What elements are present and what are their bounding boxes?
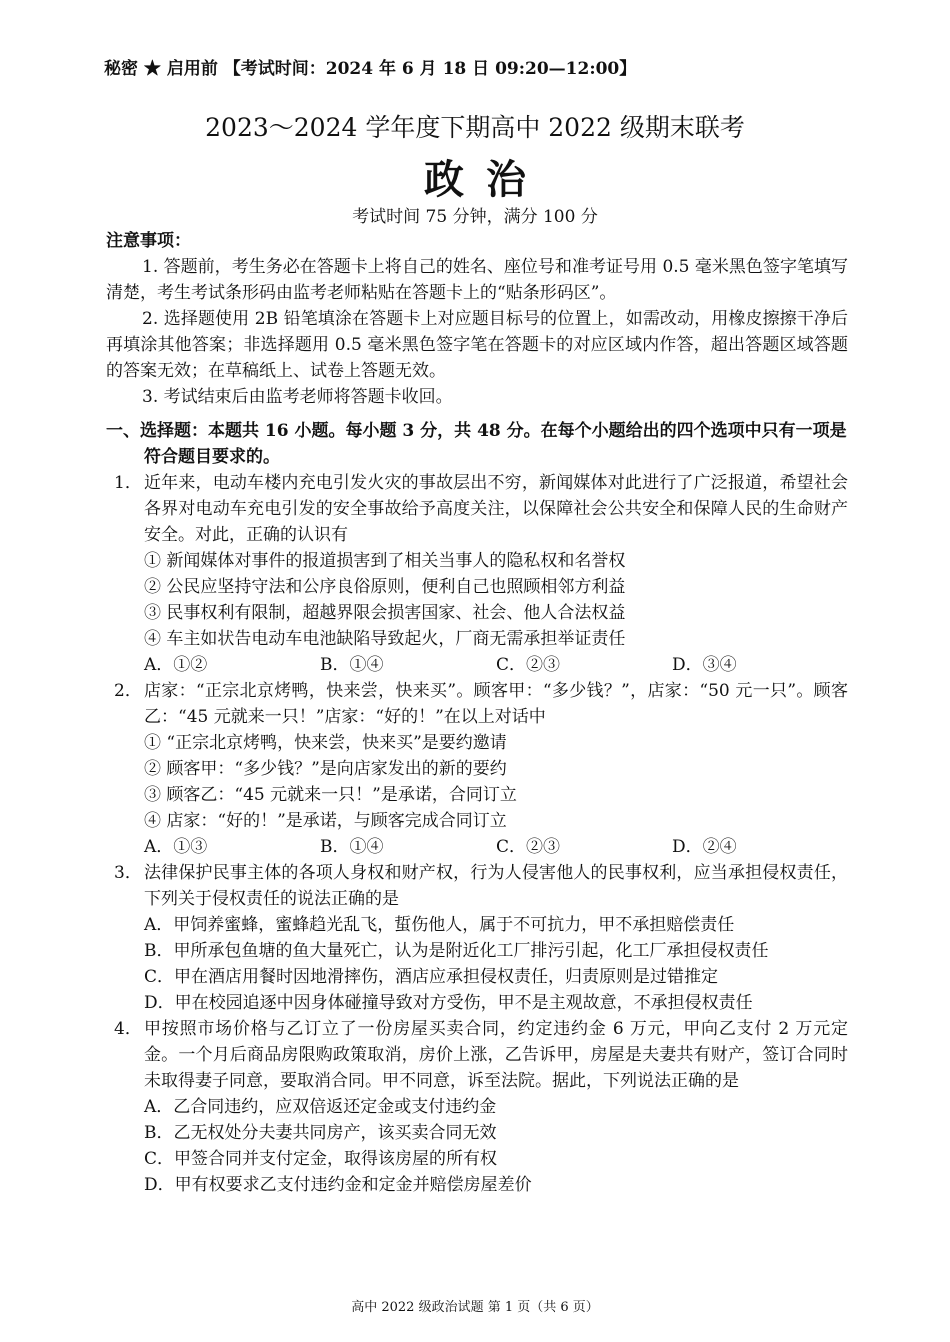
page-footer: 高中 2022 级政治试题 第 1 页（共 6 页） [351, 1300, 599, 1315]
question-number: 3． [114, 863, 142, 883]
statement: ① “正宗北京烤鸭，快来尝，快来买”是要约邀请 [144, 733, 507, 753]
choice-c: C．②③ [496, 837, 561, 857]
notice-item: 2. 选择题使用 2B 铅笔填涂在答题卡上对应题目标号的位置上，如需改动，用橡皮擦擦干净后再填涂其他答案；非选择题用 0.5 毫米黑色签字笔在答题卡的对应区域内作答，超出答题区域答题的答案无效；在草稿纸上、试卷上答题无效。 [106, 309, 848, 381]
option-b: B．乙无权处分夫妻共同房产，该买卖合同无效 [144, 1123, 497, 1143]
confidential-header: 秘密 ★ 启用前 【考试时间：2024 年 6 月 18 日 09:20—12:00】 [104, 59, 637, 79]
question-number: 4． [114, 1019, 142, 1039]
option-c: C．甲签合同并支付定金，取得该房屋的所有权 [144, 1149, 498, 1169]
option-a: A．甲饲养蜜蜂，蜜蜂趋光乱飞，蜇伤他人，属于不可抗力，甲不承担赔偿责任 [144, 915, 735, 935]
statement: ③ 顾客乙：“45 元就来一只！”是承诺，合同订立 [144, 785, 517, 805]
notice-item: 1. 答题前，考生务必在答题卡上将自己的姓名、座位号和准考证号用 0.5 毫米黑色签字笔填写清楚，考生考试条形码由监考老师粘贴在答题卡上的“贴条形码区”。 [106, 257, 848, 303]
question-stem: 甲按照市场价格与乙订立了一份房屋买卖合同，约定违约金 6 万元，甲向乙支付 2 万元定金。一个月后商品房限购政策取消，房价上涨，乙告诉甲，房屋是夫妻共有财产，签订合同时未取得妻子同意，要取消合同。甲不同意，诉至法院。据此，下列说法正确的是 [144, 1019, 848, 1091]
subject-title: 政治 [424, 156, 548, 203]
notice-heading: 注意事项： [106, 231, 191, 251]
statement: ③ 民事权利有限制，超越界限会损害国家、社会、他人合法权益 [144, 603, 626, 623]
section-heading: 一、选择题：本题共 16 小题。每小题 3 分，共 48 分。在每个小题给出的四个选项中只有一项是符合题目要求的。 [106, 421, 847, 467]
question-number: 1． [114, 473, 142, 493]
option-c: C．甲在酒店用餐时因地滑摔伤，酒店应承担侵权责任，归责原则是过错推定 [144, 967, 719, 987]
statement: ② 公民应坚持守法和公序良俗原则，便利自己也照顾相邻方利益 [144, 577, 626, 597]
statement: ② 顾客甲：“多少钱？”是向店家发出的新的要约 [144, 759, 507, 779]
choice-d: D．②④ [672, 837, 737, 857]
statement: ① 新闻媒体对事件的报道损害到了相关当事人的隐私权和名誉权 [144, 551, 626, 571]
choice-a: A．①② [144, 655, 208, 675]
choice-a: A．①③ [144, 837, 208, 857]
choice-b: B．①④ [320, 837, 384, 857]
choices-row [144, 834, 848, 860]
statement: ④ 车主如状告电动车电池缺陷导致起火，厂商无需承担举证责任 [144, 629, 626, 649]
choice-c: C．②③ [496, 655, 561, 675]
option-b: B．甲所承包鱼塘的鱼大量死亡，认为是附近化工厂排污引起，化工厂承担侵权责任 [144, 941, 769, 961]
choice-d: D．③④ [672, 655, 737, 675]
question-stem: 店家：“正宗北京烤鸭，快来尝，快来买”。顾客甲：“多少钱？”，店家：“50 元一只”。顾客乙：“45 元就来一只！”店家：“好的！”在以上对话中 [144, 681, 848, 727]
notice-item: 3. 考试结束后由监考老师将答题卡收回。 [142, 387, 453, 407]
notice-block [106, 228, 848, 1198]
statement: ④ 店家：“好的！”是承诺，与顾客完成合同订立 [144, 811, 507, 831]
option-d: D．甲有权要求乙支付违约金和定金并赔偿房屋差价 [144, 1175, 532, 1195]
question-1 [106, 470, 848, 678]
option-a: A．乙合同违约，应双倍返还定金或支付违约金 [144, 1097, 497, 1117]
exam-title: 2023～2024 学年度下期高中 2022 级期末联考 [205, 113, 745, 142]
choices-row [144, 652, 848, 678]
question-3 [106, 860, 848, 1016]
exam-duration-score: 考试时间 75 分钟，满分 100 分 [352, 207, 598, 227]
question-4 [106, 1016, 848, 1198]
option-d: D．甲在校园追逐中因身体碰撞导致对方受伤，甲不是主观故意，不承担侵权责任 [144, 993, 753, 1013]
question-number: 2． [114, 681, 142, 701]
question-stem: 法律保护民事主体的各项人身权和财产权，行为人侵害他人的民事权利，应当承担侵权责任，下列关于侵权责任的说法正确的是 [144, 863, 848, 909]
choice-b: B．①④ [320, 655, 384, 675]
question-stem: 近年来，电动车楼内充电引发火灾的事故层出不穷，新闻媒体对此进行了广泛报道，希望社会各界对电动车充电引发的安全事故给予高度关注，以保障社会公共安全和保障人民的生命财产安全。对此，正确的认识有 [144, 473, 848, 545]
question-2 [106, 678, 848, 860]
